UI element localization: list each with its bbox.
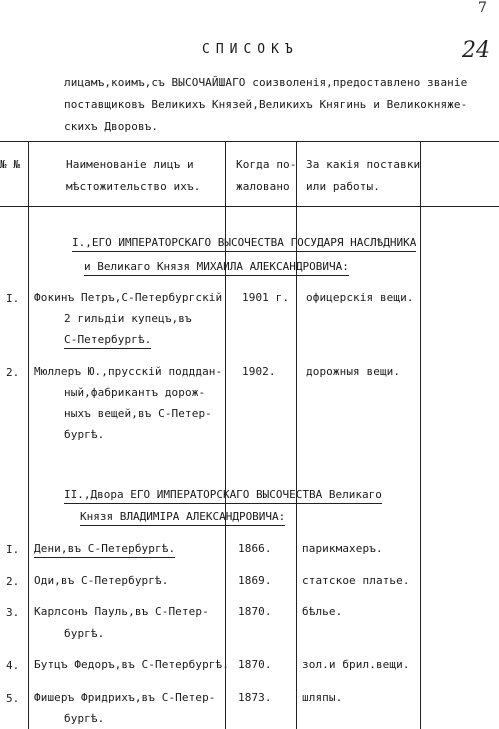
row-name-line: Карлсонъ Пауль,въ С-Петер- (34, 605, 209, 618)
row-number: 5. (6, 692, 20, 705)
column-header-name-2: мѣстожительство ихъ. (66, 180, 201, 193)
row-number: I. (6, 543, 20, 556)
row-name-line: Фокинъ Петръ,С-Петербургскiй (34, 291, 223, 304)
row-year: 1901 г. (242, 291, 290, 304)
table-header-rule (0, 206, 499, 207)
row-supply: офицерскiя вещи. (306, 291, 414, 304)
row-supply: статское платье. (302, 574, 410, 587)
row-name-line: С-Петербургѣ. (64, 333, 151, 349)
section-2-heading-line-1: II.,Двора ЕГО ИМПЕРАТОРСКАГО ВЫСОЧЕСТВА Великаго (64, 488, 382, 504)
row-name-line: бургѣ. (64, 428, 105, 441)
column-header-number: № № (0, 158, 21, 171)
row-supply: бѣлье. (302, 605, 343, 618)
row-supply: дорожныя вещи. (306, 365, 401, 378)
column-header-name-1: Наименованiе лицъ и (66, 158, 194, 171)
row-name-line: Оди,въ С-Петербургѣ. (34, 574, 169, 587)
intro-line-3: скихъ Дворовъ. (64, 120, 159, 133)
row-number: 2. (6, 575, 20, 588)
row-name-line: Фишеръ Фридрихъ,въ С-Петер- (34, 691, 216, 704)
table-top-rule (0, 141, 499, 142)
row-number: 4. (6, 659, 20, 672)
column-header-when-2: жаловано (236, 180, 290, 193)
section-2-heading-line-2: Князя ВЛАДИМIРА АЛЕКСАНДРОВИЧА: (80, 510, 285, 526)
row-year: 1902. (242, 365, 276, 378)
column-divider-when (296, 141, 297, 729)
row-name-line: Дени,въ С-Петербургѣ. (34, 542, 175, 558)
section-1-heading-line-1: I.,ЕГО ИМПЕРАТОРСКАГО ВЫСОЧЕСТВА ГОСУДАРЯ НАСЛѢДНИКА (72, 236, 416, 252)
row-year: 1870. (238, 658, 272, 671)
column-header-when-1: Когда по- (236, 158, 297, 171)
row-year: 1869. (238, 574, 272, 587)
row-year: 1870. (238, 605, 272, 618)
column-divider-what (420, 141, 421, 729)
row-year: 1866. (238, 542, 272, 555)
corner-mark: 7 (478, 0, 487, 16)
row-year: 1873. (238, 691, 272, 704)
row-name-line: ныхъ вещей,въ С-Петер- (64, 407, 212, 420)
column-divider-number (28, 141, 29, 729)
row-name-line: бургѣ. (64, 627, 105, 640)
column-divider-name (225, 141, 226, 729)
row-supply: шляпы. (302, 691, 343, 704)
row-supply: зол.и брил.вещи. (302, 658, 410, 671)
row-name-line: бургѣ. (64, 712, 105, 725)
section-1-heading-line-2: и Великаго Князя МИХАИЛА АЛЕКСАНДРОВИЧА: (84, 260, 349, 276)
column-header-what-2: или работы. (306, 180, 380, 193)
intro-line-1: лицамъ,коимъ,съ ВЫСОЧАЙШАГО соизволенiя,предоставлено званiе (64, 76, 468, 89)
row-number: I. (6, 292, 20, 305)
row-name-line: 2 гильдiи купецъ,въ (64, 312, 192, 325)
row-name-line: Бутцъ Федоръ,въ С-Петербургѣ. (34, 658, 229, 671)
row-name-line: ный,фабрикантъ дорож- (64, 386, 206, 399)
page-number: 24 (462, 38, 490, 63)
row-name-line: Мюллеръ Ю.,прусскiй подддан- (34, 365, 223, 378)
column-header-what-1: За какiя поставки (306, 158, 421, 171)
document-title: СПИСОКЪ (202, 42, 299, 57)
row-number: 2. (6, 366, 20, 379)
intro-line-2: поставщиковъ Великихъ Князей,Великихъ Княгинь и Великокняже- (64, 98, 468, 111)
row-supply: парикмахеръ. (302, 542, 383, 555)
row-number: 3. (6, 606, 20, 619)
